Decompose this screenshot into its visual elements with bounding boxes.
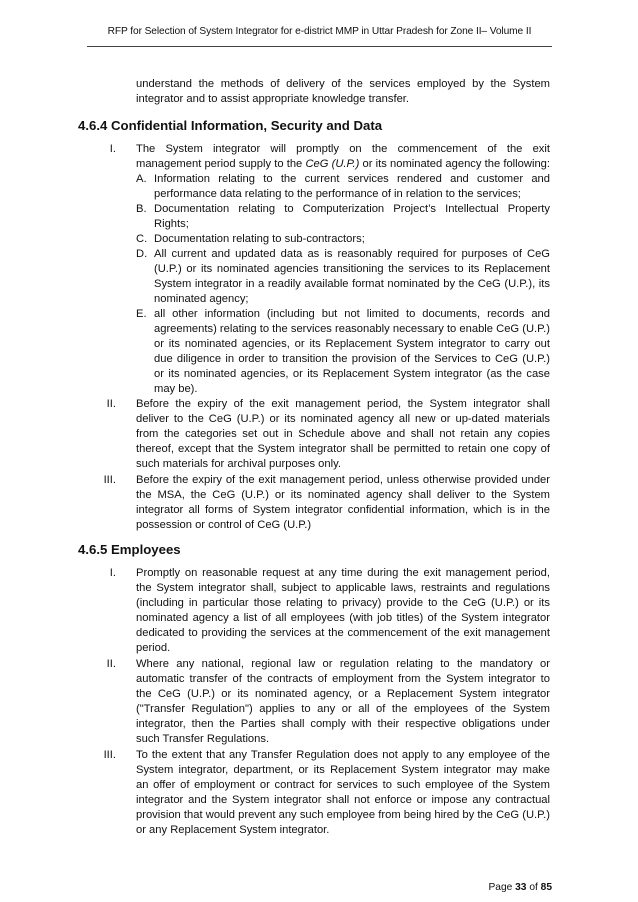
ceg-italic: CeG (U.P.) (305, 158, 360, 170)
page-header: RFP for Selection of System Integrator for e-district MMP in Uttar Pradesh for Zone II– Volume II (107, 26, 532, 37)
item-line: management period supply to the CeG (U.P.) or its nominated agency the following: (136, 158, 550, 170)
item-line: from the categories set out in Schedule above and shall not retain any copies (136, 428, 550, 440)
item-line: integrator and the System integrator shall not enforce or impose any contractual (136, 794, 550, 806)
subitem-line: All current and updated data as is reasonably required for purposes of CeG (154, 248, 550, 260)
item-line: automatic transfer of the contracts of employment from the System integrator to (136, 673, 550, 685)
subitem-line: or its nominated agencies, or its Replacement System integrator to carry out (154, 338, 550, 350)
intro-line: integrator and to assist appropriate knowledge transfer. (136, 93, 410, 105)
item-line: the CeG (U.P.) or its nominated agency, or a Replacement System integrator (136, 688, 550, 700)
item-line: nominated agency a list of all employees (with job titles) of the System integrator (136, 612, 550, 624)
item-number: II. (106, 658, 116, 670)
page-footer: Page 33 of 85 (488, 882, 552, 893)
item-line: Promptly on reasonable request at any time during the exit management period, (136, 567, 550, 579)
item-line: The System integrator will promptly on the commencement of the exit (136, 143, 550, 155)
subitem-line: Documentation relating to sub-contractors; (154, 233, 365, 245)
subitem-line: due diligence in order to transition the provision of the Services to CeG (U.P.) (154, 353, 550, 365)
section-heading-465: 4.6.5 Employees (78, 542, 181, 557)
item-line: integrator all forms of System integrator confidential information, which is in the (136, 504, 550, 516)
item-number: III. (103, 749, 116, 761)
item-number: III. (103, 474, 116, 486)
item-line: Before the expiry of the exit management period, unless otherwise provided under (136, 474, 550, 486)
subitem-line: System integrator in a readily available format nominated by the CeG (U.P.), its (154, 278, 550, 290)
item-line: thereof, except that the System integrator shall be permitted to retain one copy of (136, 443, 550, 455)
subitem-line: or its nominated agencies, or its Replacement System integrator (as the case (154, 368, 550, 380)
item-line: provision that would prevent any such employee from being hired by the CeG (U.P.) (136, 809, 550, 821)
page-number: 33 (515, 882, 527, 893)
subitem-line: agreements) relating to the services reasonably necessary to enable CeG (U.P.) (154, 323, 550, 335)
item-line: such Transfer Regulations. (136, 733, 270, 745)
item-line: To the extent that any Transfer Regulation does not apply to any employee of the (136, 749, 550, 761)
item-line: or any Replacement System integrator. (136, 824, 330, 836)
subitem-line: all other information (including but not limited to documents, records and (154, 308, 550, 320)
subitem-line: Documentation relating to Computerization Project’s Intellectual Property (154, 203, 550, 215)
header-divider (87, 46, 552, 47)
subitem-line: Rights; (154, 218, 189, 230)
intro-line: understand the methods of delivery of the services employed by the System (136, 78, 550, 90)
item-number: I. (109, 567, 116, 579)
item-number: II. (106, 398, 116, 410)
item-line: deliver to the CeG (U.P.) or its nominated agency all new or up-dated materials (136, 413, 550, 425)
subitem-line: nominated agency; (154, 293, 249, 305)
section-heading-464: 4.6.4 Confidential Information, Security and Data (78, 118, 383, 133)
item-line: System integrator, department, or its Replacement System integrator may make (136, 764, 550, 776)
subitem-line: may be). (154, 383, 198, 395)
item-line: (including in particular those relating to privacy) provide to the CeG (U.P.) or its (136, 597, 550, 609)
item-line: possession or control of CeG (U.P.) (136, 519, 312, 531)
subitem-letter: B. (136, 203, 147, 215)
item-line: Where any national, regional law or regulation relating to the mandatory or (136, 658, 550, 670)
item-line: dedicated to providing the services at the commencement of the exit management (136, 627, 550, 639)
subitem-letter: E. (136, 308, 147, 320)
subitem-line: (U.P.) or its nominated agencies transitioning the services to its Replacement (154, 263, 550, 275)
item-line: an offer of employment or contract for services to such employee of the System (136, 779, 550, 791)
item-line: such materials for archival purposes only. (136, 458, 341, 470)
item-line: Before the expiry of the exit management period, the System integrator shall (136, 398, 550, 410)
subitem-letter: C. (136, 233, 148, 245)
item-line: ("Transfer Regulation") applies to any or all of the employees of the System (136, 703, 550, 715)
subitem-line: performance data relating to the performance of in relation to the services; (154, 188, 521, 200)
subitem-line: Information relating to the current services rendered and customer and (154, 173, 550, 185)
item-number: I. (109, 143, 116, 155)
item-line: the MSA, the CeG (U.P.) or its nominated agency shall deliver to the System (136, 489, 550, 501)
subitem-letter: D. (136, 248, 148, 260)
item-line: period. (136, 642, 171, 654)
item-line: the System integrator shall, subject to applicable laws, restraints and regulations (136, 582, 550, 594)
total-pages: 85 (540, 882, 552, 893)
subitem-letter: A. (136, 173, 147, 185)
item-line: integrator, then the Parties shall comply with their respective obligations under (136, 718, 550, 730)
